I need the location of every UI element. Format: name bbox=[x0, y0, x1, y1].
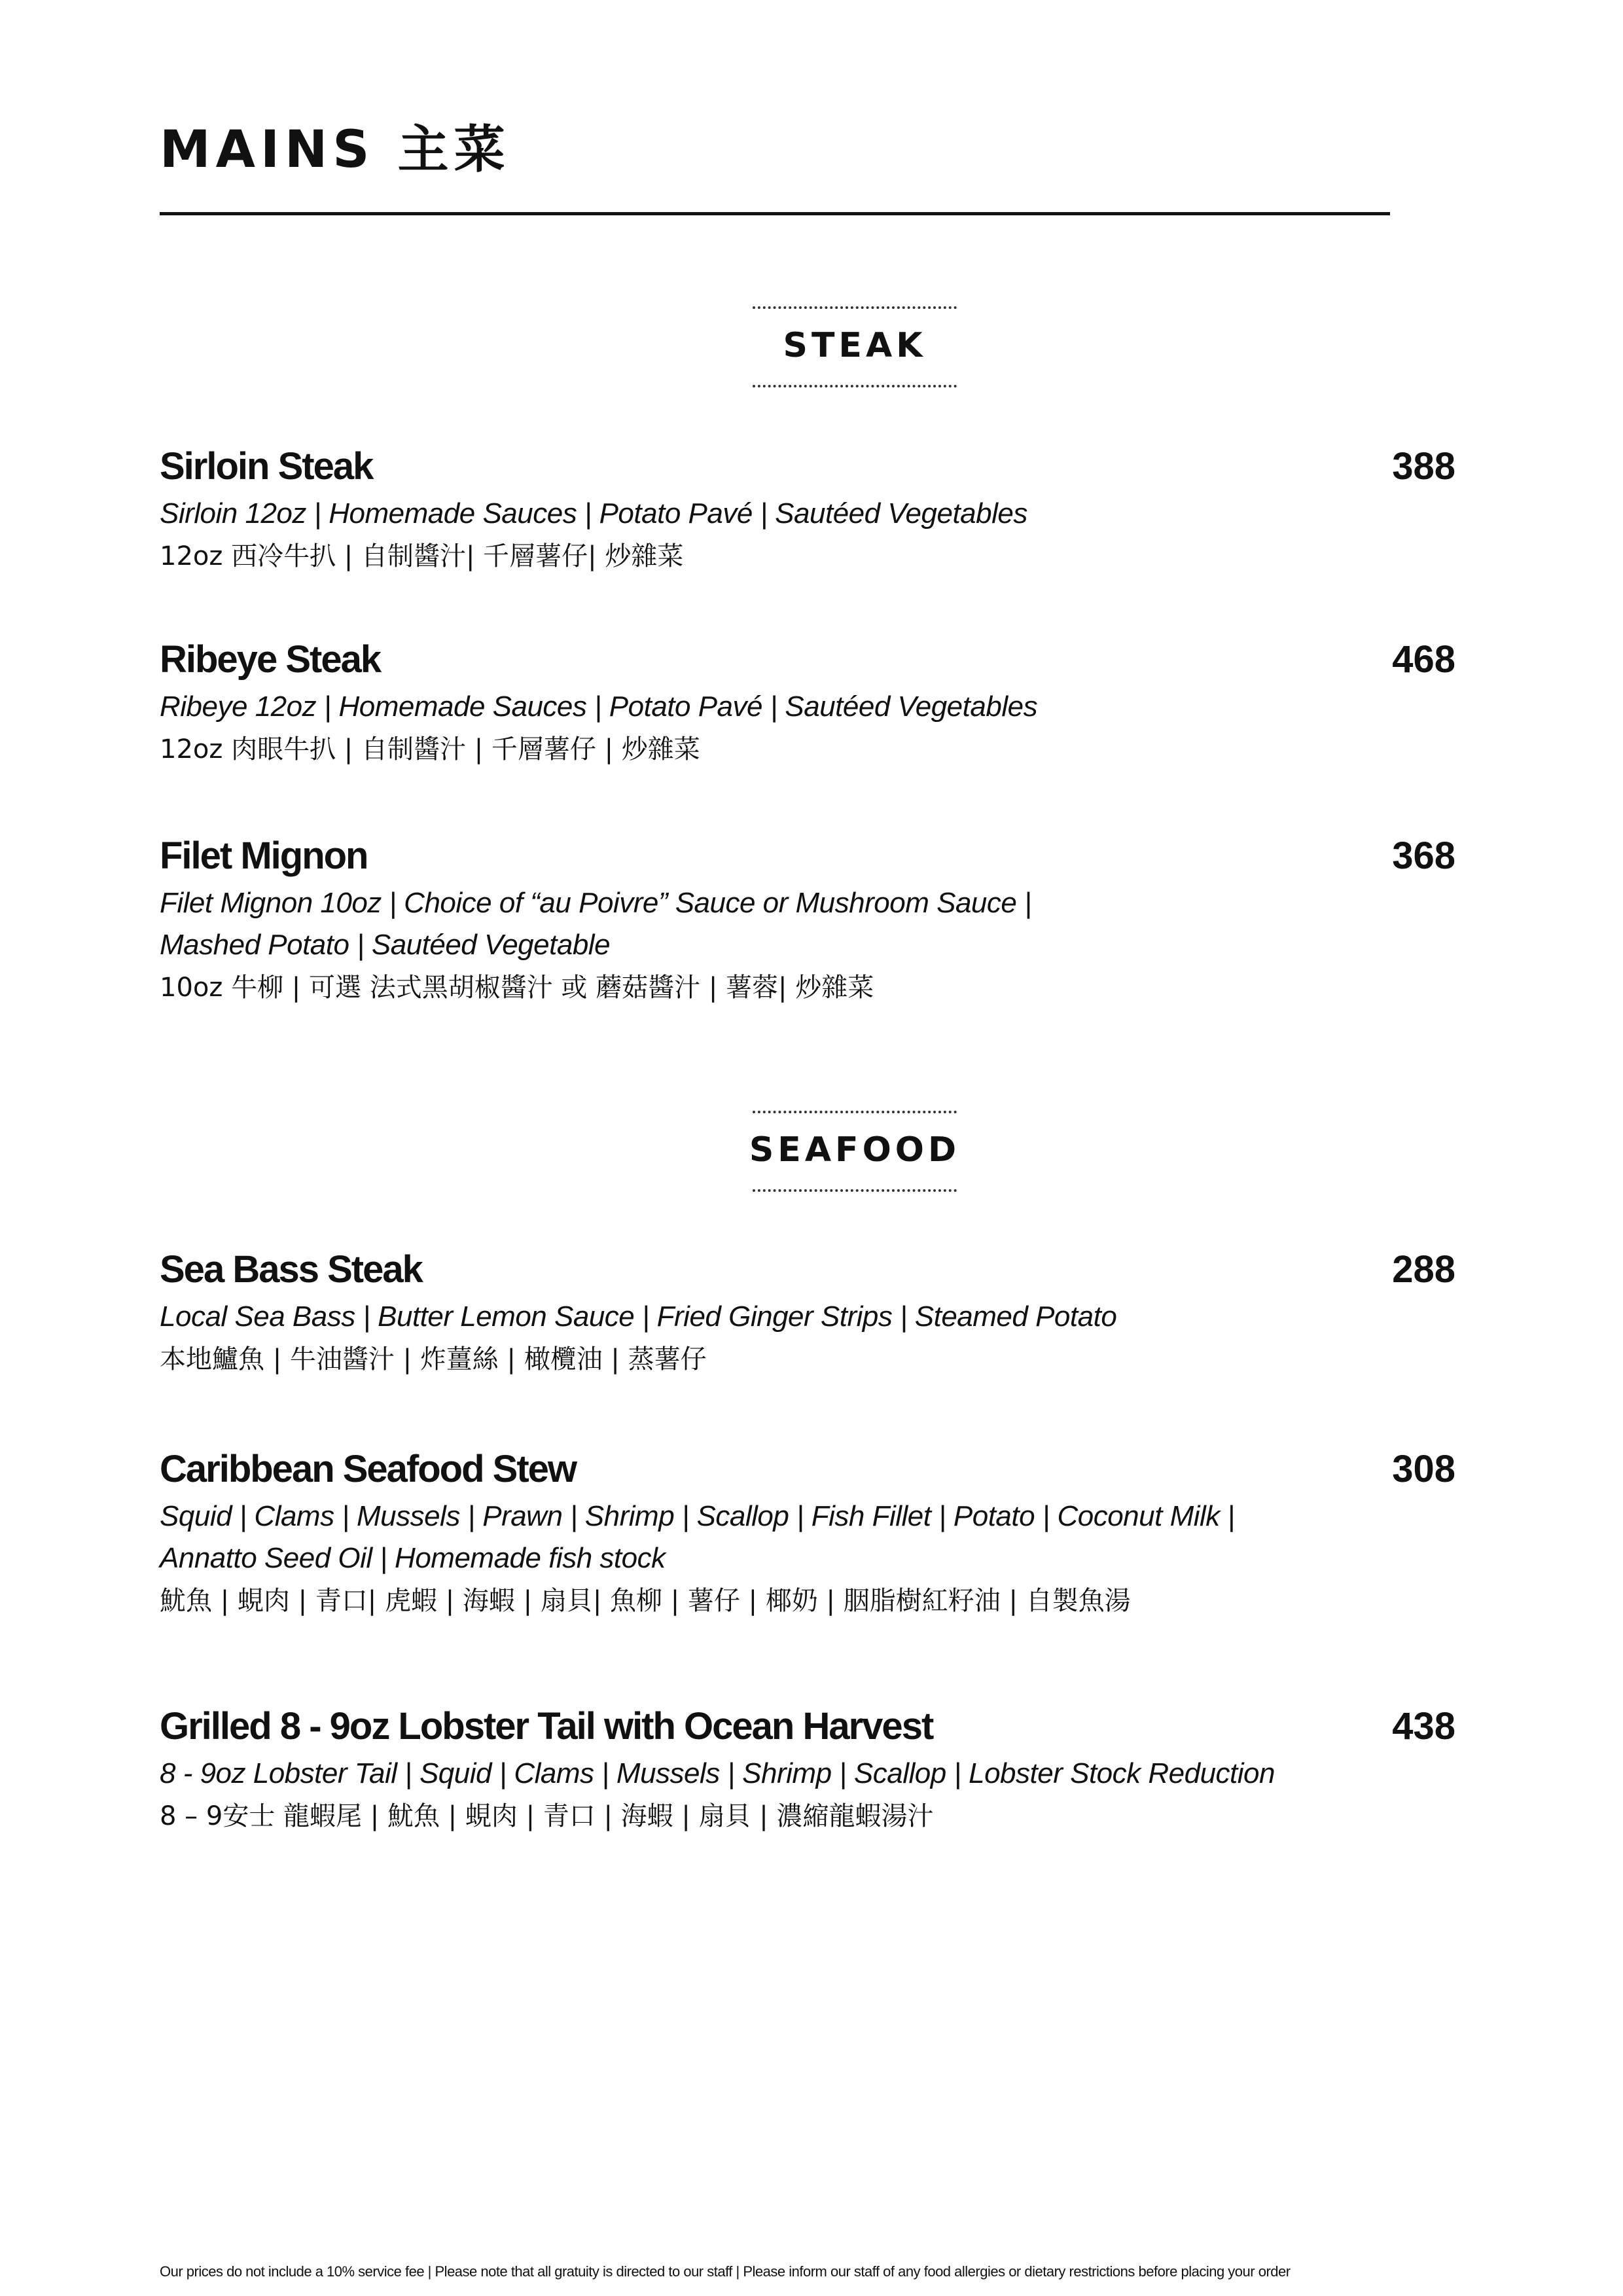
dotted-divider-bottom bbox=[753, 385, 957, 387]
item-description-zh: 魷魚 | 蜆肉 | 青口| 虎蝦 | 海蝦 | 扇貝| 魚柳 | 薯仔 | 椰奶 | 胭脂樹紅籽油 | 自製魚湯 bbox=[160, 1586, 1131, 1616]
dotted-divider-top bbox=[753, 1111, 957, 1113]
item-description-zh: 10oz 牛柳 | 可選 法式黑胡椒醬汁 或 蘑菇醬汁 | 薯蓉| 炒雜菜 bbox=[160, 973, 874, 1003]
dotted-divider-bottom bbox=[753, 1189, 957, 1192]
page-title: MAINS 主菜 bbox=[160, 120, 510, 179]
header-divider bbox=[160, 212, 1390, 215]
item-description-en: Ribeye 12oz | Homemade Sauces | Potato Pavé | Sautéed Vegetables bbox=[160, 691, 1038, 723]
section-title: SEAFOOD bbox=[749, 1130, 961, 1170]
section-heading-seafood bbox=[654, 1111, 1055, 1192]
menu-item-sea-bass-steak bbox=[160, 1244, 1455, 1381]
menu-item-filet-mignon bbox=[160, 830, 1455, 1009]
item-name: Ribeye Steak bbox=[160, 638, 381, 681]
item-name: Filet Mignon bbox=[160, 834, 368, 877]
section-title: STEAK bbox=[783, 326, 927, 365]
item-price: 288 bbox=[1392, 1248, 1455, 1291]
item-description-en: Sirloin 12oz | Homemade Sauces | Potato Pavé | Sautéed Vegetables bbox=[160, 497, 1027, 529]
item-description-en: Local Sea Bass | Butter Lemon Sauce | Fried Ginger Strips | Steamed Potato bbox=[160, 1300, 1117, 1333]
item-price: 308 bbox=[1392, 1448, 1455, 1490]
menu-item-sirloin-steak bbox=[160, 440, 1455, 578]
item-description-en: Mashed Potato | Sautéed Vegetable bbox=[160, 929, 611, 961]
item-description-zh: 8 – 9安士 龍蝦尾 | 魷魚 | 蜆肉 | 青口 | 海蝦 | 扇貝 | 濃縮龍蝦湯汁 bbox=[160, 1801, 934, 1831]
item-name: Caribbean Seafood Stew bbox=[160, 1448, 577, 1490]
item-description-zh: 本地鱸魚 | 牛油醬汁 | 炸薑絲 | 橄欖油 | 蒸薯仔 bbox=[160, 1344, 707, 1374]
item-description-zh: 12oz 西冷牛扒 | 自制醬汁| 千層薯仔| 炒雜菜 bbox=[160, 541, 684, 571]
menu-item-caribbean-seafood-stew bbox=[160, 1443, 1455, 1623]
item-price: 388 bbox=[1392, 445, 1455, 488]
item-name: Sea Bass Steak bbox=[160, 1248, 422, 1291]
item-price: 438 bbox=[1392, 1705, 1455, 1748]
item-price: 368 bbox=[1392, 834, 1455, 877]
item-description-en: Filet Mignon 10oz | Choice of “au Poivre” Sauce or Mushroom Sauce | bbox=[160, 887, 1032, 919]
item-name: Grilled 8 - 9oz Lobster Tail with Ocean Harvest bbox=[160, 1705, 933, 1748]
item-description-zh: 12oz 肉眼牛扒 | 自制醬汁 | 千層薯仔 | 炒雜菜 bbox=[160, 734, 700, 764]
dotted-divider-top bbox=[753, 306, 957, 309]
item-price: 468 bbox=[1392, 638, 1455, 681]
item-description-en: 8 - 9oz Lobster Tail | Squid | Clams | Mussels | Shrimp | Scallop | Lobster Stock Reduction bbox=[160, 1757, 1275, 1789]
item-name: Sirloin Steak bbox=[160, 445, 373, 488]
footer-note: Our prices do not include a 10% service fee | Please note that all gratuity is directed to our staff | Please inform our staff of any food allergies or dietary restrictions before placing your order bbox=[160, 2263, 1291, 2280]
section-heading-steak bbox=[654, 306, 1055, 387]
menu-item-ribeye-steak bbox=[160, 634, 1455, 771]
item-description-en: Annatto Seed Oil | Homemade fish stock bbox=[160, 1542, 666, 1574]
item-description-en: Squid | Clams | Mussels | Prawn | Shrimp | Scallop | Fish Fillet | Potato | Coconut Milk | bbox=[160, 1500, 1235, 1532]
menu-item-grilled-lobster-tail bbox=[160, 1700, 1455, 1838]
